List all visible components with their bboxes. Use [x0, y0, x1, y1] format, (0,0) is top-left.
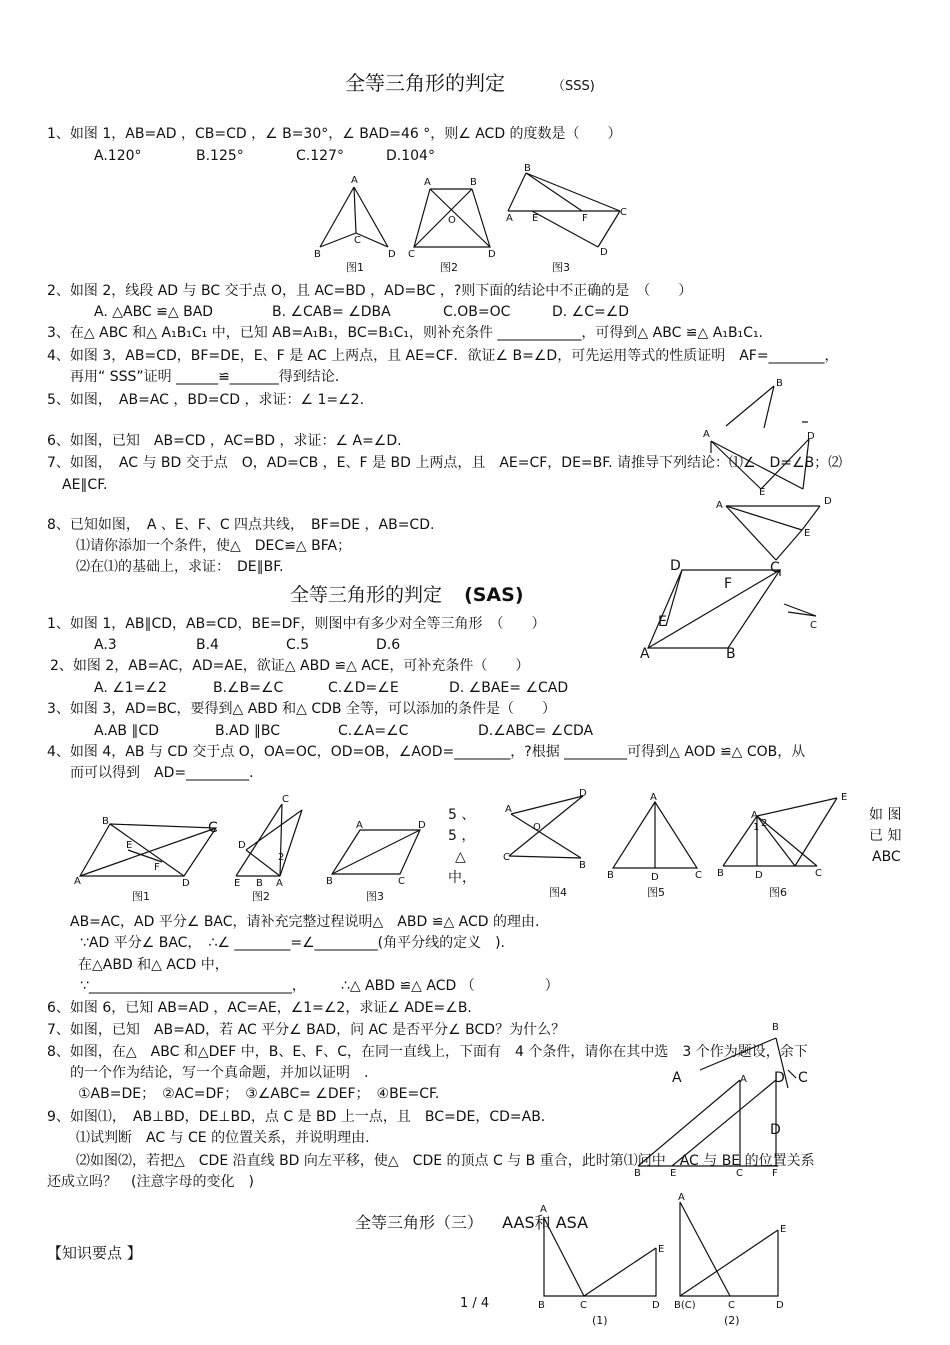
sas-title [290, 582, 524, 608]
svg-text:C: C [282, 794, 289, 805]
sas-q5-frag-b: 5 ， [448, 828, 476, 844]
sas-q5-frag-d: 中， [448, 870, 476, 886]
sss-figure-2 [408, 177, 496, 274]
sas-q8-line2: 的一个作为结论，写一个真命题，并加以证明 . [70, 1065, 369, 1081]
svg-text:E: E [658, 1244, 665, 1255]
svg-text:C: C [408, 249, 415, 260]
svg-text:E: E [126, 840, 133, 851]
svg-text:B: B [326, 876, 333, 887]
sas-q1-opt-a: A.3 [94, 637, 117, 653]
sas-figures-right [495, 788, 855, 904]
sas-q7: 7、如图，已知 AB=AD，若 AC 平分∠ BAD，问 AC 是否平分∠ BCD？为什么？ [47, 1022, 566, 1038]
aas-title-text: 全等三角形（三） [355, 1213, 484, 1232]
sss-figure-3 [506, 163, 627, 274]
svg-text:O: O [448, 215, 456, 226]
svg-text:A: A [650, 792, 657, 803]
sas-q3-opt-d: D.∠ABC= ∠CDA [478, 723, 594, 739]
sas-q9-figure-1 [538, 1204, 664, 1327]
svg-text:E: E [670, 1168, 677, 1179]
svg-text:B: B [717, 868, 724, 879]
page-number: 1 / 4 [460, 1296, 490, 1311]
svg-text:2: 2 [278, 852, 285, 863]
svg-text:F: F [724, 576, 733, 592]
sas-q8-line3: ①AB=DE； ②AC=DF； ③∠ABC= ∠DEF； ④BE=CF. [78, 1086, 440, 1102]
sas-q5-line2: ∵AD 平分∠ BAC， ∴∠ ________=∠_________(角平分线的定义 ). [80, 935, 505, 951]
svg-text:F: F [772, 1168, 778, 1179]
sss-q1-opt-b: B.125° [196, 148, 244, 164]
sas-title-suffix: (SAS) [464, 584, 524, 606]
svg-text:A: A [276, 878, 283, 889]
svg-text:A: A [506, 213, 513, 224]
sas-figure-6 [717, 792, 847, 899]
svg-text:C: C [580, 1300, 587, 1311]
sas-fig1-caption: 图1 [132, 890, 150, 903]
svg-text:B: B [607, 870, 614, 881]
svg-text:B: B [772, 1022, 779, 1033]
svg-text:A: A [640, 646, 650, 662]
svg-text:B: B [470, 177, 477, 188]
sas-q3-opt-b: B.AD ∥BC [215, 723, 280, 739]
svg-text:B: B [726, 646, 736, 662]
svg-text:D: D [600, 247, 608, 258]
svg-text:C: C [810, 620, 817, 631]
sss-q2-opt-c: C.OB=OC [443, 304, 511, 320]
svg-text:F: F [154, 862, 160, 873]
sas-q9-figure-2 [674, 1192, 786, 1327]
sas-q1: 1、如图 1，AB∥CD，AB=CD，BE=DF，则图中有多少对全等三角形 （ ） [47, 616, 546, 632]
sas-q3-opt-c: C.∠A=∠C [338, 723, 409, 739]
svg-text:B: B [579, 860, 586, 871]
svg-text:D: D [755, 870, 763, 881]
sss-fig3-caption: 图3 [552, 261, 570, 274]
svg-text:B: B [776, 378, 783, 389]
sas-title-text: 全等三角形的判定 [290, 584, 443, 606]
svg-text:E: E [841, 792, 848, 803]
svg-text:C: C [620, 207, 627, 218]
aas-title-suffix: AAS和 ASA [502, 1213, 589, 1232]
sas-q5-frag-c: △ [455, 849, 466, 865]
sss-fig1-caption: 图1 [346, 261, 364, 274]
sss-fig2-caption: 图2 [440, 261, 458, 274]
sas-q2-opt-a: A. ∠1=∠2 [94, 680, 167, 696]
sas-q4-line1: 4、如图 4，AB 与 CD 交于点 O，OA=OC，OD=OB，∠AOD=________，?根据 _________可得到△ AOD ≌△ COB，从 [47, 744, 806, 760]
svg-text:2: 2 [761, 818, 768, 829]
sas-figures-left [70, 790, 430, 902]
knowledge-heading: 【知识要点 】 [47, 1244, 142, 1262]
sas-q2-opt-d: D. ∠BAE= ∠CAD [449, 680, 569, 696]
sas-fig4-caption: 图4 [549, 886, 567, 899]
sas-q5-line1: AB=AC，AD 平分∠ BAC，请补充完整过程说明△ ABD ≌△ ACD 的理由. [70, 914, 540, 930]
sss-q7-line2: AE∥CF. [62, 477, 108, 493]
svg-text:F: F [582, 213, 588, 224]
svg-text:B: B [524, 163, 531, 174]
svg-text:B: B [314, 249, 321, 260]
svg-text:D: D [770, 1122, 781, 1138]
svg-text:C: C [815, 868, 822, 879]
sss-q1-opt-c: C.127° [296, 148, 344, 164]
sss-figure-1 [314, 175, 396, 274]
sss-figures [310, 165, 640, 275]
svg-text:B: B [634, 1168, 641, 1179]
sss-title-suffix: （SSS) [552, 79, 595, 94]
sas-q6: 6、如图 6，已知 AB=AD ，AC=AE，∠1=∠2，求证∠ ADE=∠B. [47, 1000, 472, 1016]
sas-figure-2 [234, 794, 302, 903]
svg-text:O: O [533, 822, 541, 833]
svg-text:A: A [672, 1070, 682, 1086]
svg-text:E: E [759, 487, 766, 498]
svg-text:B: B [538, 1300, 545, 1311]
sss-title-text: 全等三角形的判定 [345, 71, 505, 95]
sss-q7-line1: 7、如图， AC 与 BD 交于点 O，AD=CB ，E、F 是 BD 上两点，且 AE=CF，DE=BF. 请推导下列结论：⑴∠ D=∠B；⑵ [47, 455, 843, 471]
sas-q5-right-2: 已 知 [869, 828, 902, 844]
svg-text:D: D [652, 1300, 660, 1311]
svg-text:A: A [74, 876, 81, 887]
sas-q9-line2: ⑴试判断 AC 与 CE 的位置关系，并说明理由. [76, 1130, 370, 1146]
svg-text:D: D [579, 788, 587, 799]
sas-figure-1 [74, 816, 218, 903]
sss-q5: 5、如图， AB=AC ，BD=CD ，求证：∠ 1=∠2. [47, 392, 365, 408]
sas-q9-line1: 9、如图⑴， AB⊥BD，DE⊥BD，点 C 是 BD 上一点，且 BC=DE，CD=AB． [47, 1109, 555, 1125]
sas-q1-opt-b: B.4 [196, 637, 219, 653]
svg-text:C: C [354, 235, 361, 246]
sas-q9-figures [530, 1190, 800, 1340]
sss-q1-opt-d: D.104° [386, 148, 435, 164]
sas-figure-3 [326, 820, 426, 903]
svg-text:A: A [740, 1074, 747, 1085]
sas-q5-line4: ∵_____________________________， ∴△ ABD ≌△ ACD （ ） [80, 978, 559, 994]
sss-q8-part2: ⑵在⑴的基础上，求证： DE∥BF. [76, 559, 284, 575]
sas-q4-line2: 而可以得到 AD=_________． [70, 765, 264, 781]
sas-q3-opt-a: A.AB ∥CD [94, 723, 159, 739]
sas-q5-line3: 在△ABD 和△ ACD 中， [78, 957, 229, 973]
svg-text:A: A [424, 177, 431, 188]
sas-q9-line4: 还成立吗？ (注意字母的变化 ) [47, 1174, 254, 1190]
sas-q5-right-3: ABC [872, 849, 901, 865]
sss-q2-opt-b: B. ∠CAB= ∠DBA [272, 304, 391, 320]
sss-q1: 1、如图 1，AB=AD ，CB=CD ，∠ B=30°，∠ BAD=46 °，则∠ ACD 的度数是（ ） [47, 126, 622, 142]
svg-text:A: A [351, 175, 358, 186]
sss-q6: 6、如图，已知 AB=CD ，AC=BD ，求证：∠ A=∠D. [47, 433, 402, 449]
svg-text:C: C [798, 1070, 808, 1086]
sas-q3: 3、如图 3，AD=BC，要得到△ ABD 和△ CDB 全等，可以添加的条件是（ ） [47, 701, 556, 717]
svg-text:C: C [770, 560, 780, 576]
svg-text:C: C [695, 870, 702, 881]
sss-q4-line2: 再用“ SSS”证明 ______≌_______得到结论. [70, 369, 340, 385]
svg-text:A: A [678, 1192, 685, 1203]
sas-q1-opt-c: C.5 [286, 637, 310, 653]
svg-text:B: B [256, 878, 263, 889]
sss-q3: 3、在△ ABC 和△ A₁B₁C₁ 中，已知 AB=A₁B₁，BC=B₁C₁，则补充条件 ____________，可得到△ ABC ≌△ A₁B₁C₁. [47, 325, 764, 341]
svg-text:D: D [824, 496, 832, 507]
sas-q9-caption-1: (1) [592, 1314, 608, 1327]
sas-q2: 2、如图 2，AB=AC，AD=AE，欲证△ ABD ≌△ ACE，可补充条件（ ） [50, 658, 530, 674]
svg-text:E: E [532, 213, 539, 224]
sss-title [345, 70, 505, 96]
sss-q2-opt-d: D. ∠C=∠D [552, 304, 630, 320]
svg-text:1: 1 [753, 822, 760, 833]
svg-text:C: C [728, 1300, 735, 1311]
sss-q1-opt-a: A.120° [94, 148, 142, 164]
svg-text:C: C [736, 1168, 743, 1179]
svg-text:D: D [488, 249, 496, 260]
sss-q2-opt-a: A. △ABC ≌△ BAD [94, 304, 214, 320]
svg-text:D: D [388, 249, 396, 260]
svg-text:D: D [651, 872, 659, 883]
sss-q2: 2、如图 2，线段 AD 与 BC 交于点 O，且 AC=BD ，AD=BC ，?则下面的结论中不正确的是 （ ） [47, 283, 693, 299]
sss-q8-part1: ⑴请你添加一个条件，使△ DEC≌△ BFA； [76, 538, 352, 554]
svg-text:A: A [703, 429, 710, 440]
sas-q2-opt-c: C.∠D=∠E [328, 680, 399, 696]
sas-fig6-caption: 图6 [769, 886, 787, 899]
sss-q4-line1: 4、如图 3，AB=CD，BF=DE，E、F 是 AC 上两点，且 AE=CF．欲证∠ B=∠D，可先运用等式的性质证明 AF=________， [47, 348, 839, 364]
svg-text:A: A [356, 820, 363, 831]
svg-text:C: C [208, 820, 218, 836]
svg-text:C: C [398, 876, 405, 887]
svg-text:E: E [234, 878, 241, 889]
sas-fig2-caption: 图2 [252, 890, 270, 903]
sas-q9-line3: ⑵如图⑵，若把△ CDE 沿直线 BD 向左平移，使△ CDE 的顶点 C 与 B 重合，此时第⑴问中 AC 与 BE 的位置关系 [76, 1153, 815, 1169]
svg-text:A: A [540, 1204, 547, 1215]
svg-text:C: C [503, 852, 510, 863]
sas-figure-5 [607, 792, 702, 899]
svg-text:B: B [102, 816, 109, 827]
svg-text:A: A [505, 804, 512, 815]
svg-text:D: D [774, 1070, 785, 1086]
sas-figure-4 [503, 788, 587, 899]
svg-text:D: D [807, 431, 815, 442]
svg-text:E: E [804, 528, 811, 539]
sas-fig5-caption: 图5 [647, 886, 665, 899]
svg-text:B(C): B(C) [674, 1300, 696, 1311]
sas-q2-opt-b: B.∠B=∠C [213, 680, 284, 696]
sas-fig3-caption: 图3 [366, 890, 384, 903]
sss-q8: 8、已知如图， A 、E、F、C 四点共线， BF=DE ，AB=CD. [47, 517, 435, 533]
svg-text:E: E [780, 1224, 787, 1235]
sas-q1-opt-d: D.6 [376, 637, 401, 653]
svg-text:D: D [238, 840, 246, 851]
sas-q5-frag-a: 5 、 [448, 807, 476, 823]
svg-text:D: D [776, 1300, 784, 1311]
svg-text:D: D [670, 558, 681, 574]
sss-q8-figure [630, 548, 830, 666]
svg-text:D: D [418, 820, 426, 831]
svg-text:A: A [751, 810, 758, 821]
sas-q8-line1: 8、如图，在△ ABC 和△DEF 中，B、E、F、C，在同一直线上，下面有 4 个条件，请你在其中选 3 个作为题设，余下 [47, 1044, 808, 1060]
svg-text:D: D [182, 878, 190, 889]
sas-q9-caption-2: (2) [724, 1314, 740, 1327]
svg-text:A: A [716, 500, 723, 511]
sas-q5-right-1: 如 图 [869, 807, 902, 823]
svg-text:E: E [658, 614, 667, 630]
